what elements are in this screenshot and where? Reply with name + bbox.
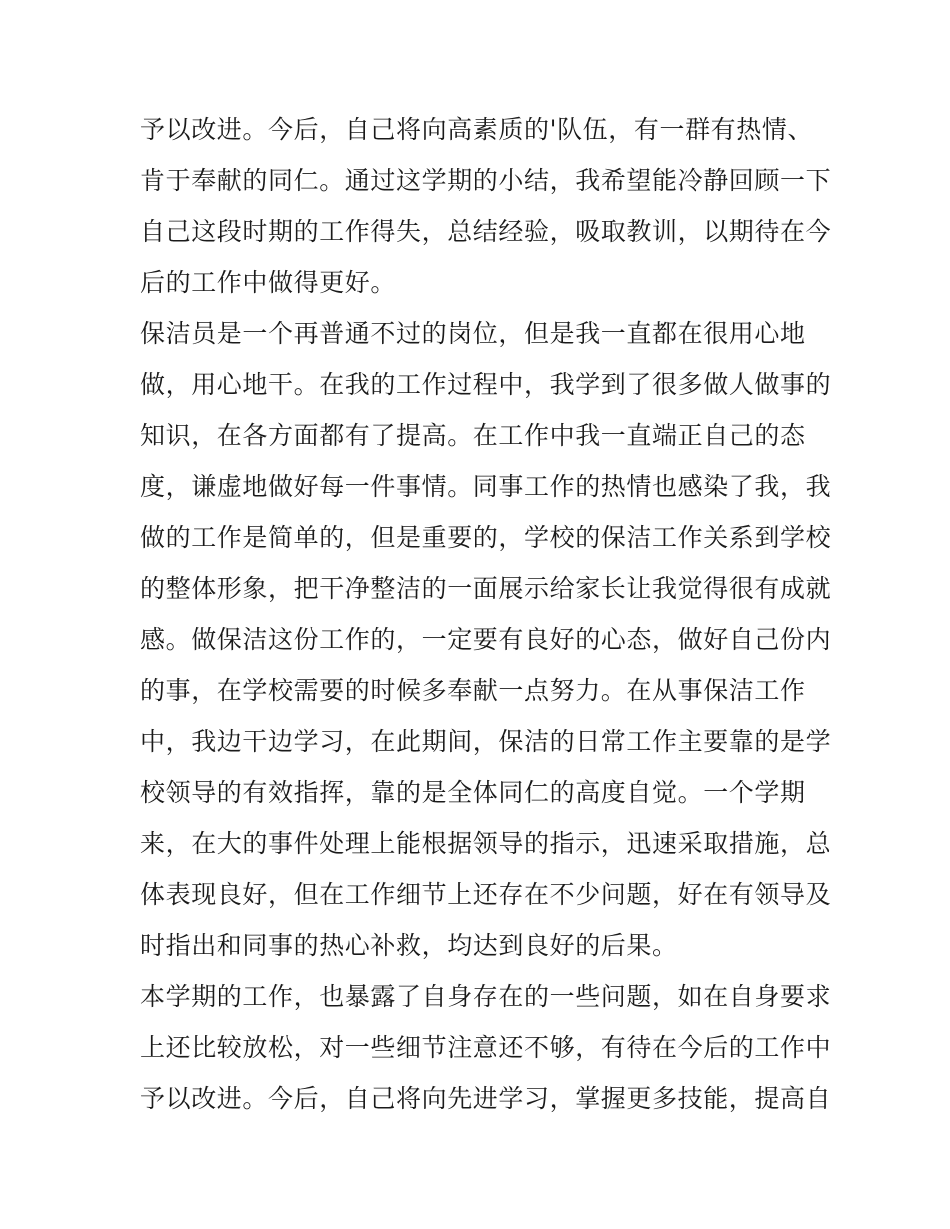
text-line: 时指出和同事的热心补救，均达到良好的后果。 <box>140 931 678 960</box>
text-line: 上还比较放松，对一些细节注意还不够，有待在今后的工作中 <box>140 1033 832 1062</box>
text-line: 感。做保洁这份工作的，一定要有良好的心态，做好自己份内 <box>140 625 832 654</box>
text-line: 校领导的有效指挥，靠的是全体同仁的高度自觉。一个学期 <box>140 778 806 807</box>
text-line: 予以改进。今后，自己将向高素质的'队伍，有一群有热情、 <box>140 115 814 144</box>
text-line: 后的工作中做得更好。 <box>140 268 397 297</box>
text-line: 肯于奉献的同仁。通过这学期的小结，我希望能冷静回顾一下 <box>140 166 832 195</box>
text-line: 本学期的工作，也暴露了自身存在的一些问题，如在自身要求 <box>140 982 832 1011</box>
text-line: 的事，在学校需要的时候多奉献一点努力。在从事保洁工作 <box>140 676 806 705</box>
text-line: 知识，在各方面都有了提高。在工作中我一直端正自己的态 <box>140 421 806 450</box>
text-line: 做，用心地干。在我的工作过程中，我学到了很多做人做事的 <box>140 370 832 399</box>
text-line: 体表现良好，但在工作细节上还存在不少问题，好在有领导及 <box>140 880 832 909</box>
text-line: 予以改进。今后，自己将向先进学习，掌握更多技能，提高自 <box>140 1084 832 1113</box>
text-line: 保洁员是一个再普通不过的岗位，但是我一直都在很用心地 <box>140 319 806 348</box>
text-line: 中，我边干边学习，在此期间，保洁的日常工作主要靠的是学 <box>140 727 832 756</box>
body-text <box>140 104 832 1124</box>
text-line: 做的工作是简单的，但是重要的，学校的保洁工作关系到学校 <box>140 523 832 552</box>
text-line: 的整体形象，把干净整洁的一面展示给家长让我觉得很有成就 <box>140 574 832 603</box>
text-line: 来，在大的事件处理上能根据领导的指示，迅速采取措施，总 <box>140 829 832 858</box>
text-line: 度，谦虚地做好每一件事情。同事工作的热情也感染了我，我 <box>140 472 832 501</box>
text-line: 自己这段时期的工作得失，总结经验，吸取教训，以期待在今 <box>140 217 832 246</box>
